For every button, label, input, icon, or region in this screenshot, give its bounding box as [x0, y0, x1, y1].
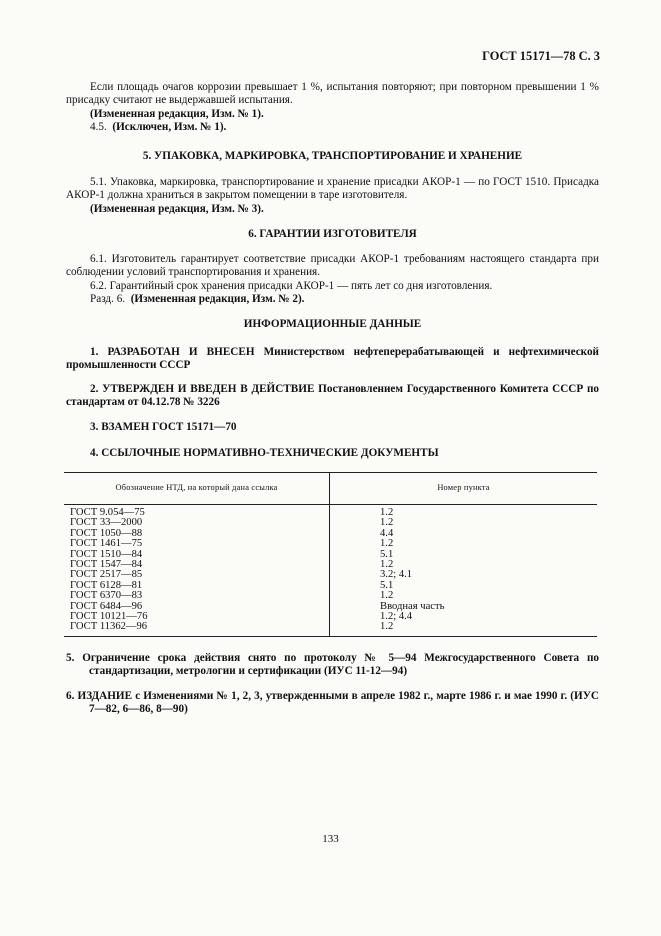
table-cell-clause: 1.2: [380, 507, 394, 518]
section-5-amendment-note: (Измененная редакция, Изм. № 3).: [90, 202, 264, 215]
table-cell-clause: 5.1: [380, 548, 394, 560]
clause-4-5: [66, 121, 599, 134]
table-row: [64, 539, 597, 549]
table-cell-clause: 3.2; 4.1: [380, 569, 413, 581]
table-row: [64, 505, 597, 519]
section-5-body: [66, 176, 599, 216]
section-6-amendment: [66, 293, 599, 306]
page-number: 133: [322, 833, 339, 845]
table-header-document: Обозначение НТД, на который дана ссылка: [64, 473, 330, 505]
section-6-heading: 6. ГАРАНТИИ ИЗГОТОВИТЕЛЯ: [248, 228, 417, 240]
table-header-clause: Номер пункта: [330, 473, 598, 505]
info-item-4: 4. ССЫЛОЧНЫЕ НОРМАТИВНО-ТЕХНИЧЕСКИЕ ДОКУМЕНТЫ: [90, 447, 439, 459]
info-heading-wrap: [66, 318, 599, 331]
table-row: [64, 560, 597, 570]
section-5-heading: 5. УПАКОВКА, МАРКИРОВКА, ТРАНСПОРТИРОВАНИЕ И ХРАНЕНИЕ: [142, 150, 523, 162]
info-item-2-wrap: [66, 383, 599, 410]
table-cell-document: ГОСТ 1547—84: [64, 560, 330, 570]
clause-4-5-note: (Исключен, Изм. № 1).: [112, 121, 227, 134]
table-cell-clause: 1.2: [330, 622, 598, 636]
clause-6-2: 6.2. Гарантийный срок хранения присадки АКОР-1 — пять лет со дня изготовления.: [90, 279, 493, 292]
table-cell-document: ГОСТ 1461—75: [64, 539, 330, 549]
info-item-5-wrap: [66, 652, 599, 679]
info-item-2: 2. УТВЕРЖДЕН И ВВЕДЕН В ДЕЙСТВИЕ Постановлением Государственного Комитета СССР по стандартам от 04.12.78 № 3226: [66, 383, 599, 409]
table-row: [64, 550, 597, 560]
table-cell-document: ГОСТ 10121—76: [64, 612, 330, 622]
info-item-4-wrap: [66, 447, 599, 460]
table-cell-document: ГОСТ 6370—83: [64, 591, 330, 601]
table-cell-clause: 1.2: [380, 538, 394, 550]
table-cell-document: ГОСТ 1510—84: [64, 550, 330, 560]
table-row: [64, 529, 597, 539]
table-cell-document: ГОСТ 2517—85: [64, 570, 330, 580]
running-header: ГОСТ 15171—78 С. 3: [482, 49, 600, 63]
info-item-6: 6. ИЗДАНИЕ с Изменениями № 1, 2, 3, утвержденными в апреле 1982 г., марте 1986 г. и мае 1990 г. (ИУС 7—82, 6—86, 8—90): [66, 690, 599, 716]
table-cell-document: ГОСТ 6484—96: [64, 602, 330, 612]
intro-block: [66, 81, 599, 135]
section-5-heading-wrap: [66, 150, 599, 163]
table-cell-clause: Вводная часть: [380, 600, 445, 612]
section-6-amendment-prefix: Разд. 6.: [90, 293, 126, 306]
clause-4-5-number: 4.5.: [90, 121, 107, 134]
table-cell-clause: 1.2; 4.4: [380, 611, 413, 623]
table-row: [64, 570, 597, 580]
intro-paragraph: Если площадь очагов коррозии превышает 1 %, испытания повторяют; при повторном превышении 1 % присадку считают не выдержавшей испытания.: [66, 81, 599, 107]
reference-documents-table: [64, 472, 597, 637]
intro-amendment-note: (Измененная редакция, Изм. № 1).: [90, 107, 264, 120]
table-row: [64, 591, 597, 601]
info-item-1: 1. РАЗРАБОТАН И ВНЕСЕН Министерством нефтеперерабатывающей и нефтехимической промышленности СССР: [66, 346, 599, 372]
table-cell-clause: 5.1: [380, 579, 394, 591]
table-cell-clause: 4.4: [380, 527, 394, 539]
section-6-body: [66, 253, 599, 307]
table-header-row: [64, 473, 597, 505]
clause-5-1: 5.1. Упаковка, маркировка, транспортирование и хранение присадки АКОР-1 — по ГОСТ 1510. Присадка АКОР-1 должна храниться в закрытом помещении в таре изготовителя.: [66, 176, 599, 202]
info-item-6-wrap: [66, 690, 599, 717]
clause-6-1: 6.1. Изготовитель гарантирует соответствие присадки АКОР-1 требованиям настоящего стандарта при соблюдении условий транспортирования и хранения.: [66, 253, 599, 279]
info-item-1-wrap: [66, 346, 599, 373]
section-6-amendment-note: (Измененная редакция, Изм. № 2).: [130, 293, 305, 306]
table-cell-document: ГОСТ 1050—88: [64, 529, 330, 539]
table-cell-clause: 1.2: [380, 590, 394, 602]
table-cell-document: ГОСТ 33—2000: [64, 518, 330, 528]
section-6-heading-wrap: [66, 228, 599, 241]
info-item-3: 3. ВЗАМЕН ГОСТ 15171—70: [90, 421, 237, 433]
table-cell-document: ГОСТ 6128—81: [64, 581, 330, 591]
table-cell-clause: 1.2: [380, 559, 394, 571]
info-heading: ИНФОРМАЦИОННЫЕ ДАННЫЕ: [243, 318, 422, 330]
info-item-5: 5. Ограничение срока действия снято по протоколу № 5—94 Межгосударственного Совета по стандартизации, метрологии и сертификации (ИУС 11-12—94): [66, 652, 599, 678]
table-cell-document: ГОСТ 9.054—75: [64, 505, 330, 519]
table-row: [64, 518, 597, 528]
table-row: [64, 622, 597, 636]
table-cell-clause: 1.2: [380, 517, 394, 529]
table-cell-document: ГОСТ 11362—96: [64, 622, 330, 636]
table-row: [64, 581, 597, 591]
info-item-3-wrap: [66, 421, 599, 434]
